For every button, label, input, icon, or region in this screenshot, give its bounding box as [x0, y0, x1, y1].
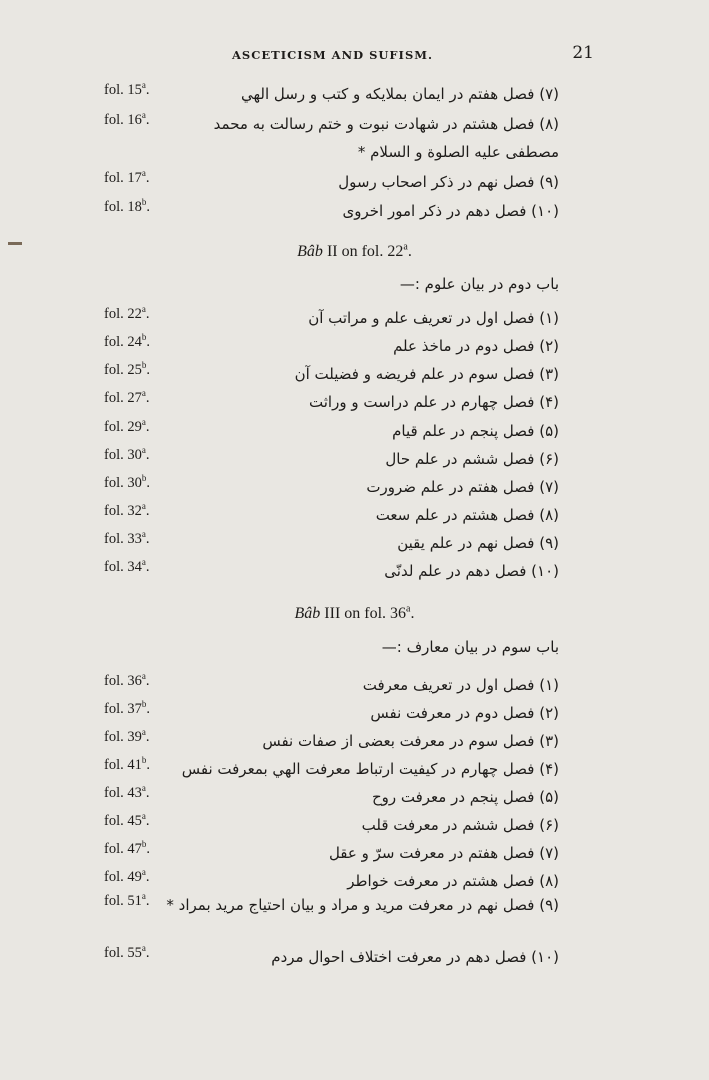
list-item: [0, 197, 709, 225]
chapter-title: (۳) فصل سوم در معرفت بعضی از صفات نفس: [262, 732, 559, 750]
chapter-title: (۴) فصل چهارم در کیفیت ارتباط معرفت الهي بمعرفت نفس: [181, 760, 559, 778]
folio-ref: fol. 39$^a$.: [104, 727, 150, 745]
list-item: [0, 891, 709, 947]
folio-ref: fol. 55$^a$.: [104, 943, 150, 961]
folio-ref: fol. 47$^b$.: [104, 839, 150, 857]
list-item: [0, 501, 709, 529]
list-item: [0, 473, 709, 501]
section-subheading: باب دوم در بیان علوم :—: [399, 275, 559, 293]
running-title: ASCETICISM AND SUFISM.: [232, 48, 433, 62]
folio-ref: fol. 15$^a$.: [104, 80, 150, 98]
chapter-title: (۲) فصل دوم در معرفت نفس: [370, 704, 559, 722]
folio-ref: fol. 32$^a$.: [104, 501, 150, 519]
chapter-title: (۴) فصل چهارم در علم دراست و وراثت: [309, 393, 559, 411]
list-item: [0, 80, 709, 108]
list-item: [0, 557, 709, 585]
list-item: [0, 388, 709, 416]
list-item: [0, 417, 709, 445]
list-item: [0, 671, 709, 699]
chapter-title: (۱) فصل اول در تعریف معرفت: [362, 676, 559, 694]
chapter-title: (۲) فصل دوم در ماخذ علم: [393, 337, 559, 355]
folio-ref: fol. 25$^b$.: [104, 360, 150, 378]
folio-ref: fol. 33$^a$.: [104, 529, 150, 547]
chapter-title: (۸) فصل هشتم در شهادت نبوت و ختم رسالت به محمد مصطفی علیه الصلوة و السلام *: [213, 115, 559, 161]
chapter-title: (۶) فصل ششم در علم حال: [385, 450, 559, 468]
folio-ref: fol. 27$^a$.: [104, 388, 150, 406]
folio-ref: fol. 51$^a$.: [104, 891, 150, 909]
folio-ref: fol. 34$^a$.: [104, 557, 150, 575]
chapter-title: (۹) فصل نهم در معرفت مرید و مراد و بیان احتیاج مرید بمراد *: [166, 896, 559, 914]
chapter-title: (۵) فصل پنجم در علم قیام: [392, 422, 559, 440]
section-heading: Bâb II on fol. 22$^a$.: [297, 241, 412, 260]
list-item: [0, 755, 709, 783]
list-item: [0, 943, 709, 971]
chapter-title: (۱۰) فصل دهم در معرفت اختلاف احوال مردم: [271, 948, 559, 966]
folio-ref: fol. 37$^b$.: [104, 699, 150, 717]
chapter-title: (۱۰) فصل دهم در ذکر امور اخروی: [342, 202, 559, 220]
folio-ref: fol. 49$^a$.: [104, 867, 150, 885]
folio-ref: fol. 30$^a$.: [104, 445, 150, 463]
page-number: 21: [572, 43, 594, 63]
chapter-title: (۳) فصل سوم در علم فریضه و فضیلت آن: [294, 365, 559, 383]
folio-ref: fol. 16$^a$.: [104, 110, 150, 128]
page-header: [0, 40, 709, 70]
list-item: [0, 168, 709, 196]
list-item: [0, 360, 709, 388]
chapter-title: (۷) فصل هفتم در معرفت سرّ و عقل: [328, 844, 559, 862]
folio-ref: fol. 22$^a$.: [104, 304, 150, 322]
list-item: [0, 529, 709, 557]
chapter-title: (۷) فصل هفتم در ایمان بملایکه و کتب و رسل الهي: [240, 85, 559, 103]
chapter-title: (۵) فصل پنجم در معرفت روح: [371, 788, 559, 806]
section-subheading: باب سوم در بیان معارف :—: [381, 638, 559, 656]
list-item: [0, 783, 709, 811]
list-item: [0, 304, 709, 332]
folio-ref: fol. 24$^b$.: [104, 332, 150, 350]
chapter-title: (۹) فصل نهم در ذکر اصحاب رسول: [338, 173, 559, 191]
chapter-title: (۸) فصل هشتم در معرفت خواطر: [347, 872, 559, 890]
list-item: [0, 699, 709, 727]
chapter-title: (۹) فصل نهم در علم یقین: [397, 534, 559, 552]
section-heading: Bâb III on fol. 36$^a$.: [294, 603, 415, 622]
folio-ref: fol. 18$^b$.: [104, 197, 150, 215]
list-item: [0, 332, 709, 360]
folio-ref: fol. 45$^a$.: [104, 811, 150, 829]
chapter-title: (۷) فصل هفتم در علم ضرورت: [366, 478, 559, 496]
folio-ref: fol. 30$^b$.: [104, 473, 150, 491]
list-item: [0, 445, 709, 473]
list-item: [0, 839, 709, 867]
folio-ref: fol. 41$^b$.: [104, 755, 150, 773]
list-item: [0, 811, 709, 839]
chapter-title: (۶) فصل ششم در معرفت قلب: [361, 816, 559, 834]
list-item: [0, 727, 709, 755]
folio-ref: fol. 36$^a$.: [104, 671, 150, 689]
list-item: [0, 110, 709, 166]
folio-ref: fol. 17$^a$.: [104, 168, 150, 186]
folio-ref: fol. 43$^a$.: [104, 783, 150, 801]
chapter-title: (۸) فصل هشتم در علم سعت: [375, 506, 559, 524]
chapter-title: (۱۰) فصل دهم در علم لدنّی: [384, 562, 559, 580]
folio-ref: fol. 29$^a$.: [104, 417, 150, 435]
chapter-title: (۱) فصل اول در تعریف علم و مراتب آن: [308, 309, 559, 327]
